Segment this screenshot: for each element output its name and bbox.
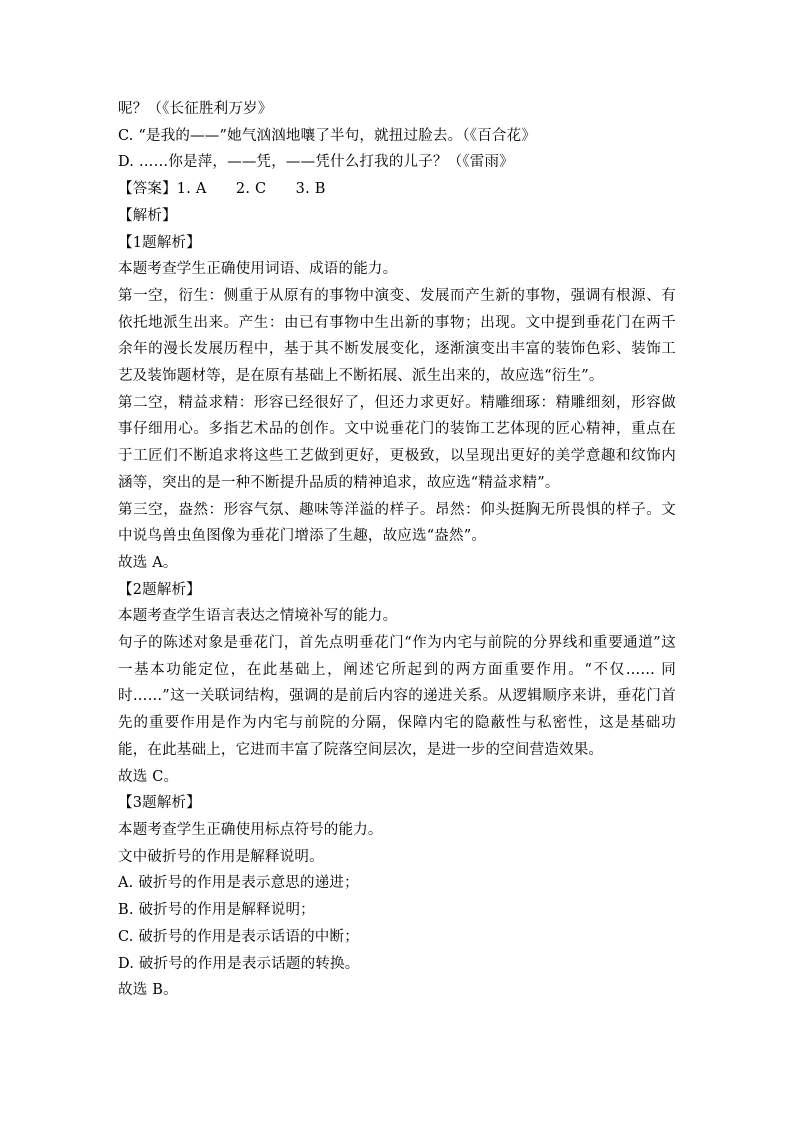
q2-analysis-heading: 【2题解析】 xyxy=(118,581,201,598)
q1-conclusion: 故选 A。 xyxy=(118,554,178,571)
answer-line: 【答案】1. A 2. C 3. B xyxy=(118,181,326,198)
q3-option-b: B. 破折号的作用是解释说明； xyxy=(118,902,315,919)
option-c: C. “是我的——”她气汹汹地嚷了半句，就扭过脸去。（《百合花》 xyxy=(118,127,537,144)
q3-conclusion: 故选 B。 xyxy=(118,982,178,999)
q1-blank2-paragraph: 第二空，精益求精：形容已经很好了，但还力求更好。精雕细琢：精雕细刻，形容做事仔细用心。多指艺术品的创作。文中说垂花门的装饰工艺体现的匠心精神，重点在于工匠们不断追求将这些工艺做到更好，更极致，以呈现出更好的美学意趣和纹饰内涵等，突出的是一种不断提升品质的精神追求，故应选“精益求精”。 xyxy=(118,394,676,491)
q1-intro: 本题考查学生正确使用词语、成语的能力。 xyxy=(118,261,398,278)
q3-analysis-heading: 【3题解析】 xyxy=(118,795,201,812)
q1-blank3-paragraph: 第三空，盎然：形容气氛、趣味等洋溢的样子。昂然：仰头挺胸无所畏惧的样子。文中说鸟兽虫鱼图像为垂花门增添了生趣，故应选“盎然”。 xyxy=(118,501,676,545)
option-b-continuation: 呢？（《长征胜利万岁》 xyxy=(118,101,273,117)
q2-conclusion: 故选 C。 xyxy=(118,768,179,785)
analysis-heading: 【解析】 xyxy=(118,207,177,224)
q1-blank1-paragraph: 第一空，衍生：侧重于从原有的事物中演变、发展而产生新的事物，强调有根源、有依托地派生出来。产生：由已有事物中生出新的事物；出现。文中提到垂花门在两千余年的漫长发展历程中，基于其不断发展变化，逐渐演变出丰富的装饰色彩、装饰工艺及装饰题材等，是在原有基础上不断拓展、派生出来的，故应选“衍生”。 xyxy=(118,287,676,385)
q3-option-c: C. 破折号的作用是表示话语的中断； xyxy=(118,928,359,945)
option-d: D. ……你是萍，——凭，——凭什么打我的儿子？（《雷雨》 xyxy=(118,154,514,171)
q3-option-a: A. 破折号的作用是表示意思的递进； xyxy=(118,875,359,892)
q1-analysis-heading: 【1题解析】 xyxy=(118,234,201,251)
q3-intro: 本题考查学生正确使用标点符号的能力。 xyxy=(118,821,383,838)
q3-text-dash-function: 文中破折号的作用是解释说明。 xyxy=(118,848,324,865)
q2-intro: 本题考查学生语言表达之情境补写的能力。 xyxy=(118,608,398,625)
q2-analysis-paragraph: 句子的陈述对象是垂花门，首先点明垂花门“作为内宅与前院的分界线和重要通道”这一基本功能定位，在此基础上，阐述它所起到的两方面重要作用。“不仅…… 同时……”这一关联词结构，强调的是前后内容的递进关系。从逻辑顺序来讲，垂花门首先的重要作用是作为内宅与前院的分隔，保障内宅的隐蔽性与私密性，这是基础功能，在此基础上，它进而丰富了院落空间层次，是进一步的空间营造效果。 xyxy=(118,635,676,758)
q3-option-d: D. 破折号的作用是表示话题的转换。 xyxy=(118,955,360,972)
